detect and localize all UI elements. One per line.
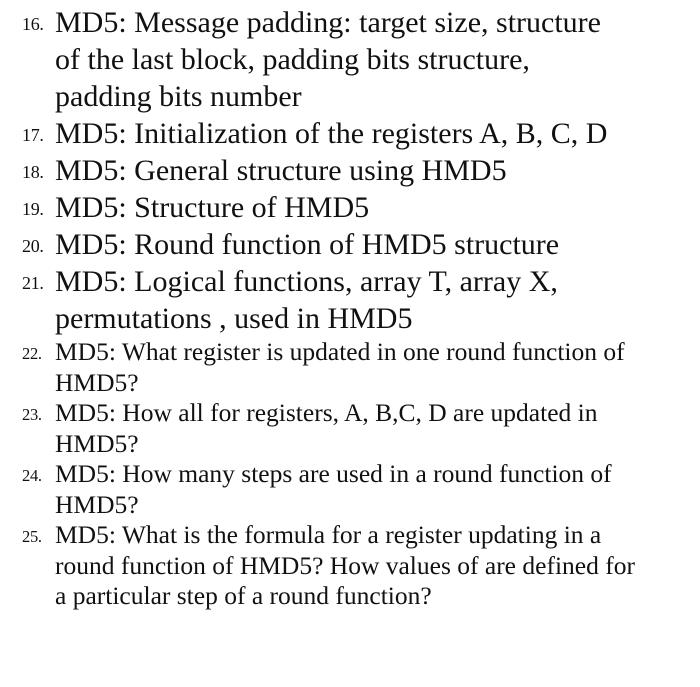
- question-text: MD5: What is the formula for a register updating in a round function of HMD5? How values of are defined for a particular step of a round function?: [55, 520, 635, 610]
- question-text: MD5: What register is updated in one round function of HMD5?: [55, 337, 625, 397]
- question-text: MD5: Message padding: target size, structure of the last block, padding bits structure, padding bits number: [55, 6, 601, 113]
- question-text: MD5: How all for registers, A, B,C, D are updated in HMD5?: [55, 398, 598, 458]
- question-list: [22, 4, 662, 612]
- question-number: 21.: [22, 273, 44, 293]
- question-item-16: [22, 4, 662, 115]
- question-number: 23.: [22, 405, 42, 424]
- question-item-18: [22, 152, 662, 189]
- question-text: MD5: Logical functions, array T, array X, permutations , used in HMD5: [55, 265, 558, 335]
- question-text: MD5: How many steps are used in a round function of HMD5?: [55, 459, 612, 519]
- question-item-19: [22, 189, 662, 226]
- question-number: 18.: [22, 162, 44, 182]
- question-item-17: [22, 115, 662, 152]
- question-item-21: [22, 263, 662, 337]
- question-text: MD5: Structure of HMD5: [55, 191, 370, 224]
- question-item-20: [22, 226, 662, 263]
- question-number: 25.: [22, 527, 42, 546]
- question-number: 22.: [22, 344, 42, 363]
- question-text: MD5: Round function of HMD5 structure: [55, 228, 560, 261]
- question-text: MD5: General structure using HMD5: [55, 154, 507, 187]
- question-number: 24.: [22, 466, 42, 485]
- question-number: 16.: [22, 14, 44, 34]
- question-item-22: [22, 337, 662, 398]
- question-item-23: [22, 398, 662, 459]
- question-text: MD5: Initialization of the registers A, B, C, D: [55, 117, 608, 150]
- question-item-24: [22, 459, 662, 520]
- question-number: 20.: [22, 236, 44, 256]
- question-number: 17.: [22, 125, 44, 145]
- question-number: 19.: [22, 199, 44, 219]
- question-item-25: [22, 520, 662, 612]
